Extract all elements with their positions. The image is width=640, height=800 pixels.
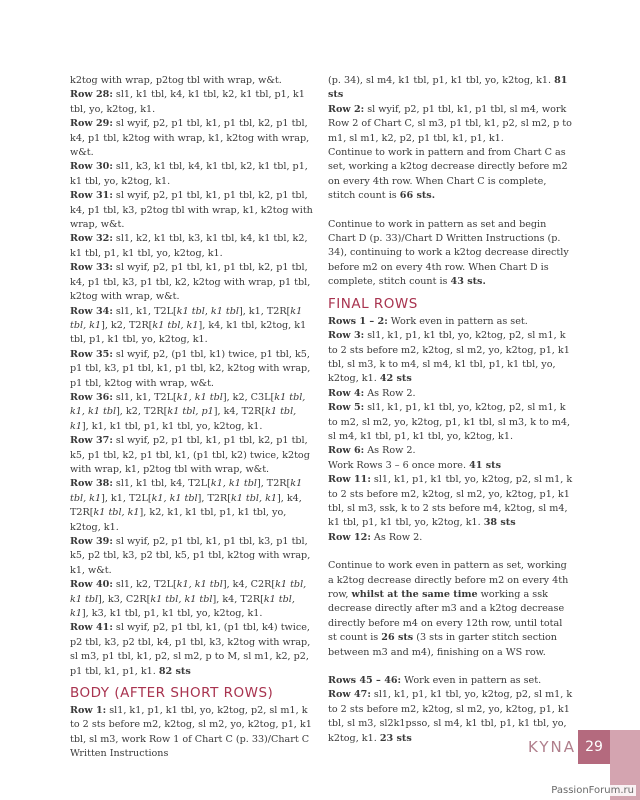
final-row-12: Row 12: As Row 2. (328, 531, 423, 543)
row-37: Row 37: sl wyif, p2, p1 tbl, k1, p1 tbl, k2, p1 tbl, k5, p1 tbl, k2, p1 tbl, k1, (p1 tbl, k2) twice, k2tog with wrap, k1, p2tog tbl with wrap, w&t. (70, 435, 310, 475)
row-35: Row 35: sl wyif, p2, (p1 tbl, k1) twice, p1 tbl, k5, p1 tbl, k3, p1 tbl, k1, p1 tbl, k2, k2tog with wrap, p1 tbl, k2tog with wrap, w&t. (70, 348, 311, 389)
row-29: Row 29: sl wyif, p2, p1 tbl, k1, p1 tbl, k2, p1 tbl, k4, p1 tbl, k2tog with wrap, k1, k2tog with wrap, w&t. (70, 118, 310, 159)
row-27-end: k2tog with wrap, p2tog tbl with wrap, w&t. (70, 75, 282, 86)
row-30: Row 30: sl1, k3, k1 tbl, k4, k1 tbl, k2, k1 tbl, p1, k1 tbl, yo, k2tog, k1. (70, 161, 308, 187)
paragraph-chart-d: Continue to work in pattern as set and begin Chart D (p. 33)/Chart D Written Instructions (p. 34), continuing to work a k2tog decrease directly before m2 on every 4th row. When Chart D is complete, stitch count is 43 sts. (328, 218, 569, 288)
spacer (328, 204, 574, 218)
section-heading-final-rows: FINAL ROWS (328, 295, 418, 312)
page-number: 29 (578, 730, 610, 764)
section-heading-body: BODY (AFTER SHORT ROWS) (70, 685, 274, 702)
row-34: Row 34: sl1, k1, T2L[k1 tbl, k1 tbl], k1, T2R[k1 tbl, k1], k2, T2R[k1 tbl, k1], k4, k1 tbl, k2tog, k1 tbl, p1, k1 tbl, yo, k2tog, k1. (70, 305, 307, 346)
row-32: Row 32: sl1, k2, k1 tbl, k3, k1 tbl, k4, k1 tbl, k2, k1 tbl, p1, k1 tbl, yo, k2tog, k1. (70, 233, 308, 259)
spacer (328, 660, 574, 674)
right-column (328, 74, 574, 746)
body-row-1-cont: (p. 34), sl m4, k1 tbl, p1, k1 tbl, yo, k2tog, k1. 81 sts (328, 75, 568, 101)
row-41: Row 41: sl wyif, p2, p1 tbl, k1, (p1 tbl, k4) twice, p2 tbl, k3, p2 tbl, k4, p1 tbl, k3, k2tog with wrap, sl m3, p1 tbl, k1, p2, sl m2, p to M, sl m1, k2, p2, p1 tbl, k1, p1, k1. 82 sts (70, 622, 311, 677)
row-31: Row 31: sl wyif, p2, p1 tbl, k1, p1 tbl, k2, p1 tbl, k4, p1 tbl, k3, p2tog tbl with wrap, k1, k2tog with wrap, w&t. (70, 190, 313, 231)
final-row-3: Row 3: sl1, k1, p1, k1 tbl, yo, k2tog, p2, sl m1, k to 2 sts before m2, k2tog, sl m2, yo, k2tog, p1, k1 tbl, sl m3, k to m4, sl m4, k1 tbl, p1, k1 tbl, yo, k2tog, k1. 42 sts (328, 330, 570, 385)
watermark: PassionForum.ru (551, 785, 634, 796)
body-row-1: Row 1: sl1, k1, p1, k1 tbl, yo, k2tog, p2, sl m1, k to 2 sts before m2, k2tog, sl m2, yo, k2tog, p1, k1 tbl, sl m3, work Row 1 of Chart C (p. 33)/Chart C Written Instructions (70, 705, 312, 760)
final-row-4: Row 4: As Row 2. (328, 387, 416, 399)
row-33: Row 33: sl wyif, p2, p1 tbl, k1, p1 tbl, k2, p1 tbl, k4, p1 tbl, k3, p1 tbl, k2, k2tog with wrap, p1 tbl, k2tog with wrap, w&t. (70, 262, 311, 303)
final-row-6: Row 6: As Row 2. (328, 445, 416, 457)
final-row-47: Row 47: sl1, k1, p1, k1 tbl, yo, k2tog, p2, sl m1, k to 2 sts before m2, k2tog, sl m2, yo, k2tog, p1, k1 tbl, sl m3, sl2k1psso, sl m4, k1 tbl, p1, k1 tbl, yo, k2tog, k1. 23 sts (328, 689, 573, 744)
row-40: Row 40: sl1, k2, T2L[k1, k1 tbl], k4, C2R[k1 tbl, k1 tbl], k3, C2R[k1 tbl, k1 tbl], k4, T2R[k1 tbl, k1], k3, k1 tbl, p1, k1 tbl, yo, k2tog, k1. (70, 579, 307, 620)
footer-brand: KYNA (528, 738, 576, 756)
final-rows-repeat: Work Rows 3 – 6 once more. 41 sts (328, 459, 501, 471)
final-row-5: Row 5: sl1, k1, p1, k1 tbl, yo, k2tog, p2, sl m1, k to m2, sl m2, yo, k2tog, p1, k1 tbl, sl m3, k to m4, sl m4, k1 tbl, p1, k1 tbl, yo, k2tog, k1. (328, 402, 571, 442)
row-39: Row 39: sl wyif, p2, p1 tbl, k1, p1 tbl, k3, p1 tbl, k5, p2 tbl, k3, p2 tbl, k5, p1 tbl, k2tog with wrap, k1, w&t. (70, 536, 311, 576)
final-rows-45-46: Rows 45 – 46: Work even in pattern as set. (328, 675, 542, 687)
paragraph-chart-c: Continue to work in pattern and from Chart C as set, working a k2tog decrease directly before m2 on every 4th row. When Chart C is complete, stitch count is 66 sts. (328, 147, 568, 202)
final-row-11: Row 11: sl1, k1, p1, k1 tbl, yo, k2tog, p2, sl m1, k to 2 sts before m2, k2tog, sl m2, yo, k2tog, p1, k1 tbl, sl m3, ssk, k to 2 sts before m4, k2tog, sl m4, k1 tbl, p1, k1 tbl, yo, k2tog, k1. 38 sts (328, 474, 573, 529)
paragraph-continue: Continue to work even in pattern as set, working a k2tog decrease directly before m2 on every 4th row, whilst at the same time working a ssk decrease directly after m3 and a k2tog decrease directly before m4 on every 12th row, until total st count is 26 sts (3 sts in garter stitch section between m3 and m4), finishing on a WS row. (328, 560, 569, 658)
row-36: Row 36: sl1, k1, T2L[k1, k1 tbl], k2, C3L[k1 tbl, k1, k1 tbl], k2, T2R[k1 tbl, p1], k4, T2R[k1 tbl, k1], k1, k1 tbl, p1, k1 tbl, yo, k2tog, k1. (70, 391, 306, 432)
spacer (328, 545, 574, 559)
left-column (70, 74, 316, 762)
final-rows-1-2: Rows 1 – 2: Work even in pattern as set. (328, 315, 528, 327)
row-38: Row 38: sl1, k1 tbl, k4, T2L[k1, k1 tbl], T2R[k1 tbl, k1], k1, T2L[k1, k1 tbl], T2R[k1 tbl, k1], k4, T2R[k1 tbl, k1], k2, k1, k1 tbl, p1, k1 tbl, yo, k2tog, k1. (70, 478, 303, 533)
body-row-2: Row 2: sl wyif, p2, p1 tbl, k1, p1 tbl, sl m4, work Row 2 of Chart C, sl m3, p1 tbl, k1, p2, sl m2, p to m1, sl m1, k2, p2, p1 tbl, k1, p1, k1. (328, 103, 572, 144)
row-28: Row 28: sl1, k1 tbl, k4, k1 tbl, k2, k1 tbl, p1, k1 tbl, yo, k2tog, k1. (70, 89, 305, 115)
